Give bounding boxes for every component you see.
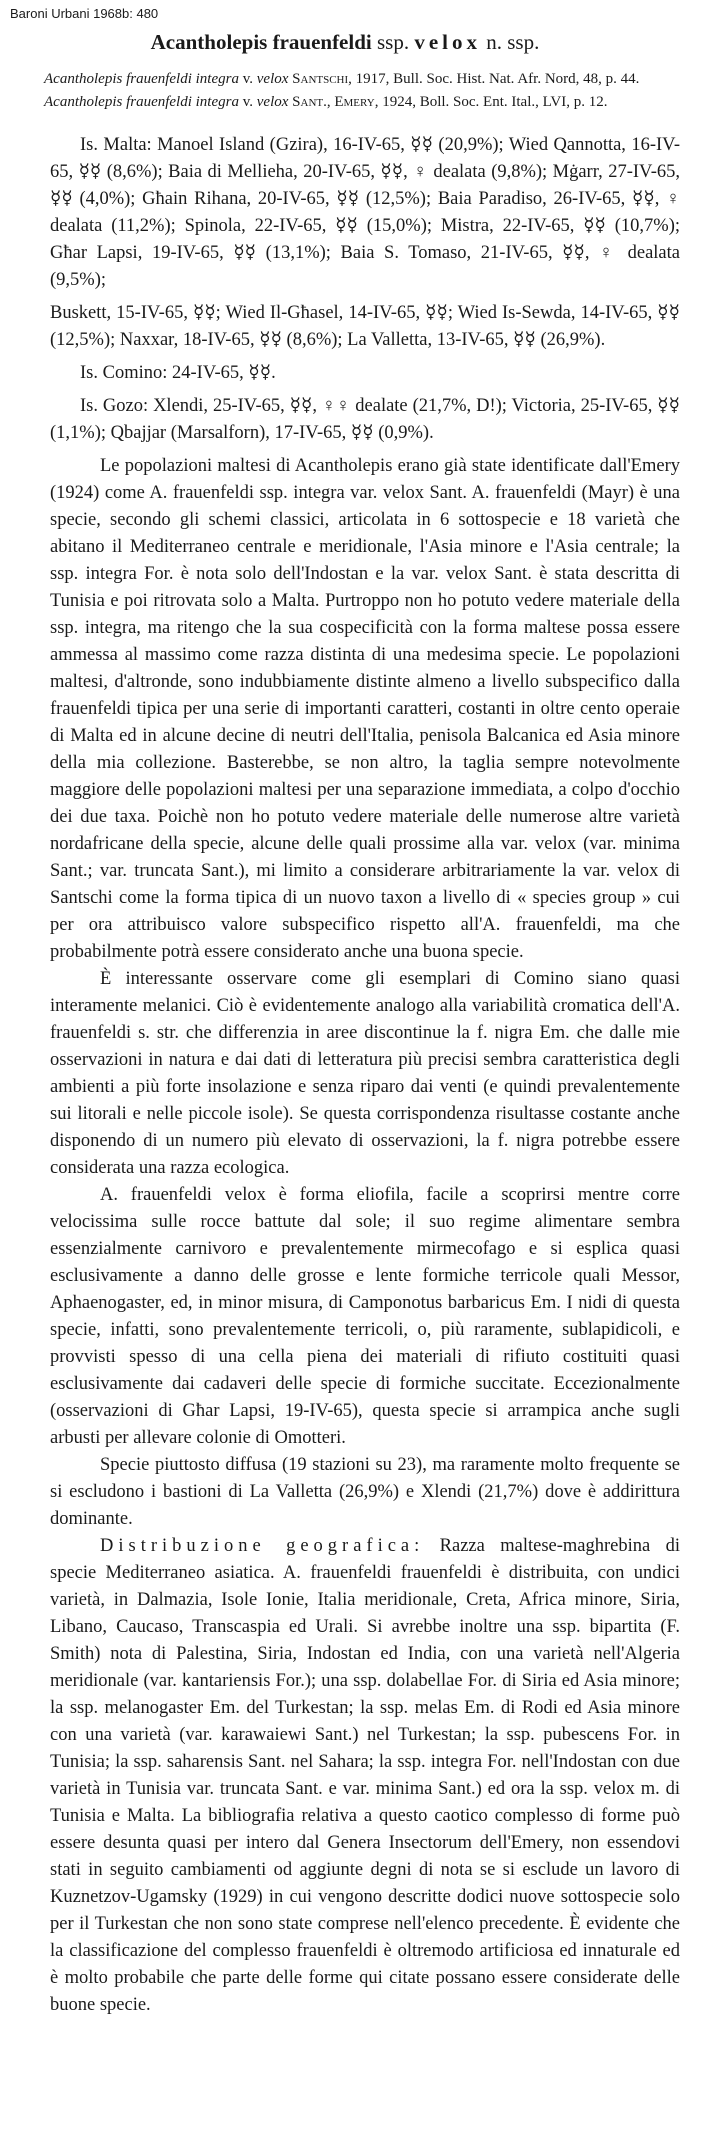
synonym-name: Acantholepis frauenfeldi integra: [44, 71, 239, 87]
synonym-var: velox: [256, 94, 289, 110]
title-rank: ssp.: [376, 30, 410, 54]
synonym-author: Santschi: [292, 71, 349, 87]
record-malta-a: Is. Malta: Manoel Island (Gzira), 16-IV-65, ☿☿ (20,9%); Wied Qannotta, 16-IV-65, ☿☿ (8,6%); Baia di Mellieha, 20-IV-65, ☿☿, ♀ dealata (9,8%); Mġarr, 27-IV-65, ☿☿ (4,0%); Għain Rihana, 20-IV-65, ☿☿ (12,5%); Baia Paradiso, 26-IV-65, ☿☿, ♀ dealata (11,2%); Spinola, 22-IV-65, ☿☿ (15,0%); Mistra, 22-IV-65, ☿☿ (10,7%); Għar Lapsi, 19-IV-65, ☿☿ (13,1%); Baia S. Tomaso, 21-IV-65, ☿☿, ♀ dealata (9,5%);: [50, 135, 680, 290]
synonym-ref: , 1924, Boll. Soc. Ent. Ital., LVI, p. 12.: [374, 94, 608, 110]
spacer: [10, 116, 680, 132]
synonym-mid: v.: [242, 71, 254, 87]
synonym-name: Acantholepis frauenfeldi integra: [44, 94, 239, 110]
species-title: [10, 28, 680, 56]
record-comino: Is. Comino: 24-IV-65, ☿☿.: [80, 363, 276, 383]
synonym-ref: , 1917, Bull. Soc. Hist. Nat. Afr. Nord, 48, p. 44.: [348, 71, 640, 87]
paragraph-melanism: È interessante osservare come gli esemplari di Comino siano quasi interamente melanici. Ciò è evidentemente analogo alla variabilità cromatica dell'A. frauenfeldi s. str. che differenzia in aree discontinue la f. nigra Em. che dalle mie osservazioni in natura e dai dati di letteratura più precisi sembra caratteristica degli ambienti a più forte insolazione e senza riparo dai venti (e quindi prevalentemente sui litorali e nelle piccole isole). Se questa corrispondenza risultasse costante anche disponendo di un numero più elevato di osservazioni, la f. nigra potrebbe essere considerata una razza ecologica.: [50, 969, 680, 1178]
record-malta-b: Buskett, 15-IV-65, ☿☿; Wied Il-Għasel, 14-IV-65, ☿☿; Wied Is-Sewda, 14-IV-65, ☿☿ (12,5%); Naxxar, 18-IV-65, ☿☿ (8,6%); La Valletta, 13-IV-65, ☿☿ (26,9%).: [50, 303, 680, 350]
synonym-var: velox: [256, 71, 289, 87]
paragraph-taxonomy: Le popolazioni maltesi di Acantholepis erano già state identificate dall'Emery (1924) come A. frauenfeldi ssp. integra var. velox Sant. A. frauenfeldi (Mayr) è una specie, secondo gli schemi classici, articolata in 6 sottospecie e 18 varietà che abitano il Mediterraneo centrale e meridionale, l'Asia minore e l'Asia centrale; la ssp. integra For. è nota solo dell'Indostan e la var. velox Sant. è stata descritta di Tunisia e poi ritrovata solo a Malta. Purtroppo non ho potuto vedere materiale della ssp. integra, ma ritengo che la sua cospecificità con la forma maltese possa essere ammessa al massimo come razza distinta di una medesima specie. Le popolazioni maltesi, d'altronde, sono indubbiamente distinte almeno a livello subspecifico dalla frauenfeldi tipica per una serie di importanti caratteri, costanti in oltre cento operaie di Malta ed in alcune decine di neutri dell'Italia, penisola Balcanica ed Asia minore della mia collezione. Basterebbe, se non altro, la taglia sempre notevolmente maggiore delle popolazioni maltesi per una separazione immediata, a colpo d'occhio dei due taxa. Poichè non ho potuto vedere materiale delle numerose altre varietà nordafricane della specie, alcune delle quali prossime alla var. velox (var. minima Sant.; var. truncata Sant.), mi limito a considerare arbitrariamente la var. velox di Santschi come la forma tipica di un nuovo taxon a livello di « species group » cui per ora attribuisco valore subspecifico rispetto all'A. frauenfeldi, ma che probabilmente potrà essere considerato anche una buona specie.: [50, 456, 680, 962]
synonym-entry: [44, 70, 680, 89]
distribution-text: Razza maltese-maghrebina di specie Mediterraneo asiatica. A. frauenfeldi frauenfeldi è distribuita, con undici varietà, in Dalmazia, Isole Ionie, Italia meridionale, Creta, Africa minore, Siria, Libano, Caucaso, Transcaspia ed Urali. Si avrebbe inoltre una ssp. bipartita (F. Smith) nota di Palestina, Siria, Indostan ed India, con una varietà nell'Algeria meridionale (var. kantariensis For.); una ssp. dolabellae For. di Siria ed Asia minore; la ssp. melanogaster Em. del Turkestan; la ssp. melas Em. di Rodi ed Asia minore con una varietà (var. karawaiewi Sant.) nel Turkestan; la ssp. pubescens For. in Tunisia; la ssp. saharensis Sant. nel Sahara; la ssp. integra For. nell'Indostan con due varietà in Tunisia var. truncata Sant. e var. minima Sant.) ed ora la ssp. velox m. di Tunisia e Malta. La bibliografia relativa a questo caotico complesso di forme può essere desunta quasi per intero dal Genera Insectorum dell'Emery, non essendovi stati in seguito cambiamenti od aggiunte degni di nota se si esclude un lavoro di Kuznetzov-Ugamsky (1929) in cui vengono descritte dodici nuove sottospecie solo per il Turkestan che non sono state comprese nell'elenco precedente. È evidente che la classificazione del complesso frauenfeldi è oltremodo artificiosa ed innaturale ed è molto probabile che parte delle forme qui citate possano essere considerate delle buone specie.: [50, 1536, 680, 2015]
synonym-entry: [44, 93, 680, 112]
paragraph-ecology: A. frauenfeldi velox è forma eliofila, facile a scoprirsi mentre corre velocissima sulle rocce battute dal sole; il suo regime alimentare sembra essenzialmente carnivoro e prevalentemente mirmecofago e si esplica quasi esclusivamente a danno delle grosse e lente formiche terricole quali Messor, Aphaenogaster, ed, in minor misura, di Camponotus barbaricus Em. I nidi di questa specie, infatti, sono prevalentemente terricoli, o, più raramente, sublapidicoli, e provvisti spesso di una cella piena dei materiali di rifiuto costituiti quasi esclusivamente dai cadaveri delle specie di formiche succitate. Eccezionalmente (osservazioni di Għar Lapsi, 19-IV-65), questa specie si arrampica anche sugli arbusti per allevare colonie di Omotteri.: [50, 1185, 680, 1448]
synonym-mid: v.: [242, 94, 254, 110]
distribution-heading: Distribuzione geografica:: [100, 1536, 425, 1556]
title-status: n. ssp.: [486, 30, 540, 54]
synonym-author: Sant., Emery: [292, 94, 375, 110]
paragraph-frequency: Specie piuttosto diffusa (19 stazioni su 23), ma raramente molto frequente se si escludono i bastioni di La Valletta (26,9%) e Xlendi (21,7%) dove è addirittura dominante.: [50, 1455, 680, 1529]
running-head: Baroni Urbani 1968b: 480: [10, 6, 159, 21]
paragraph-distribution: [10, 1533, 680, 2019]
title-species-name: Acantholepis frauenfeldi: [150, 30, 372, 54]
title-subspecies: velox: [414, 30, 481, 54]
record-gozo: Is. Gozo: Xlendi, 25-IV-65, ☿☿, ♀♀ dealate (21,7%, D!); Victoria, 25-IV-65, ☿☿ (1,1%); Qbajjar (Marsalforn), 17-IV-65, ☿☿ (0,9%).: [50, 396, 680, 443]
